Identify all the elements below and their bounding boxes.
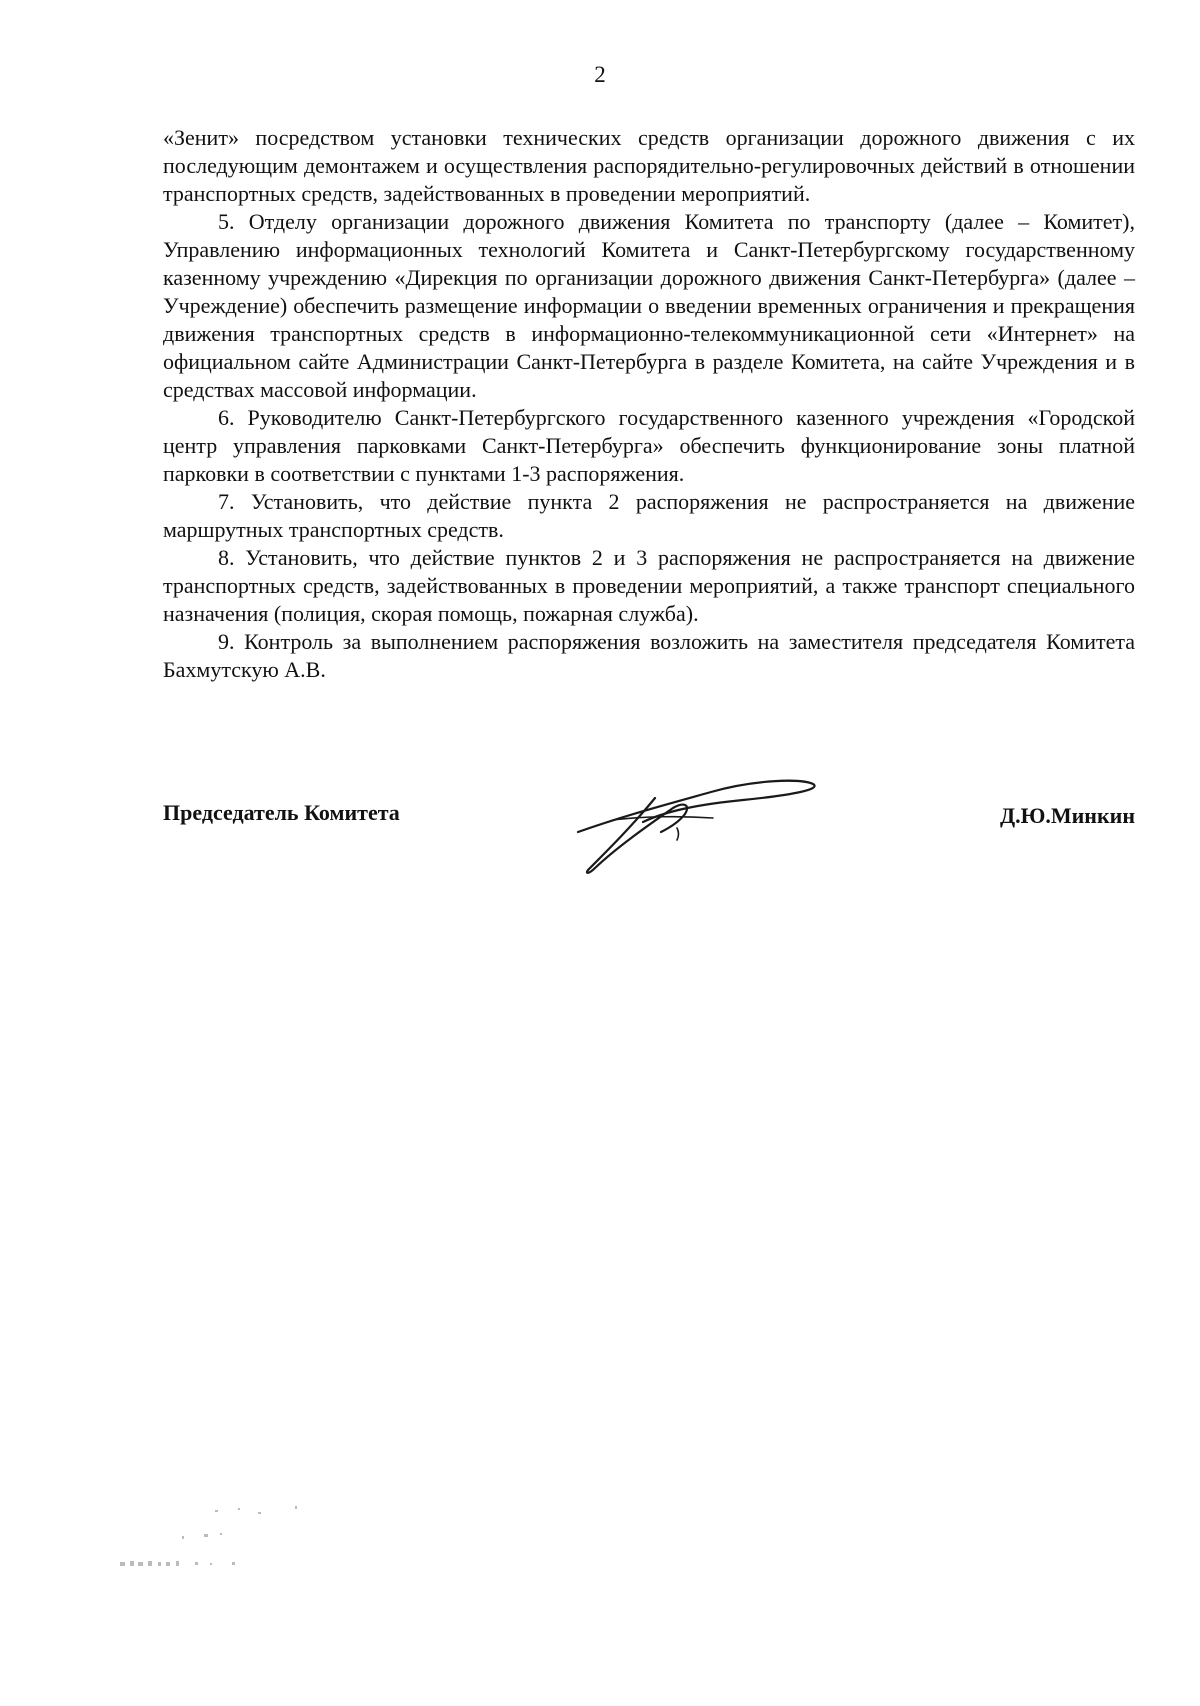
paragraph-item-5: 5. Отделу организации дорожного движения Комитета по транспорту (далее – Комитет), Управлению информационных технологий Комитета и Санкт-Петербургскому государственному казенному учреждению «Дирекция по организации дорожного движения Санкт-Петербурга» (далее – Учреждение) обеспечить размещение информации о введении временных ограничения и прекращения движения транспортных средств в информационно-телекоммуникационной сети «Интернет» на официальном сайте Администрации Санкт-Петербурга в разделе Комитета, на сайте Учреждения и в средствах массовой информации. bbox=[163, 209, 1135, 402]
signature-block bbox=[163, 770, 1135, 930]
paragraph-item-6: 6. Руководителю Санкт-Петербургского государственного казенного учреждения «Городской центр управления парковками Санкт-Петербурга» обеспечить функционирование зоны платной парковки в соответствии с пунктами 1-3 распоряжения. bbox=[163, 405, 1135, 486]
page-number: 2 bbox=[594, 62, 606, 87]
paragraph-item-7: 7. Установить, что действие пункта 2 распоряжения не распространяется на движение маршрутных транспортных средств. bbox=[163, 489, 1135, 542]
signatory-title: Председатель Комитета bbox=[163, 800, 400, 825]
handwritten-signature bbox=[573, 770, 843, 880]
paragraph-item-9: 9. Контроль за выполнением распоряжения возложить на заместителя председателя Комитета Бахмутскую А.В. bbox=[163, 629, 1135, 682]
signatory-name: Д.Ю.Минкин bbox=[999, 803, 1135, 828]
paragraph-item-8: 8. Установить, что действие пунктов 2 и 3 распоряжения не распространяется на движение транспортных средств, задействованных в проведении мероприятий, а также транспорт специального назначения (полиция, скорая помощь, пожарная служба). bbox=[163, 545, 1135, 626]
paragraph-continuation: «Зенит» посредством установки технических средств организации дорожного движения с их последующим демонтажем и осуществления распорядительно-регулировочных действий в отношении транспортных средств, задействованных в проведении мероприятий. bbox=[163, 125, 1135, 206]
document-body bbox=[163, 124, 1135, 684]
scan-artifacts bbox=[120, 1500, 340, 1590]
